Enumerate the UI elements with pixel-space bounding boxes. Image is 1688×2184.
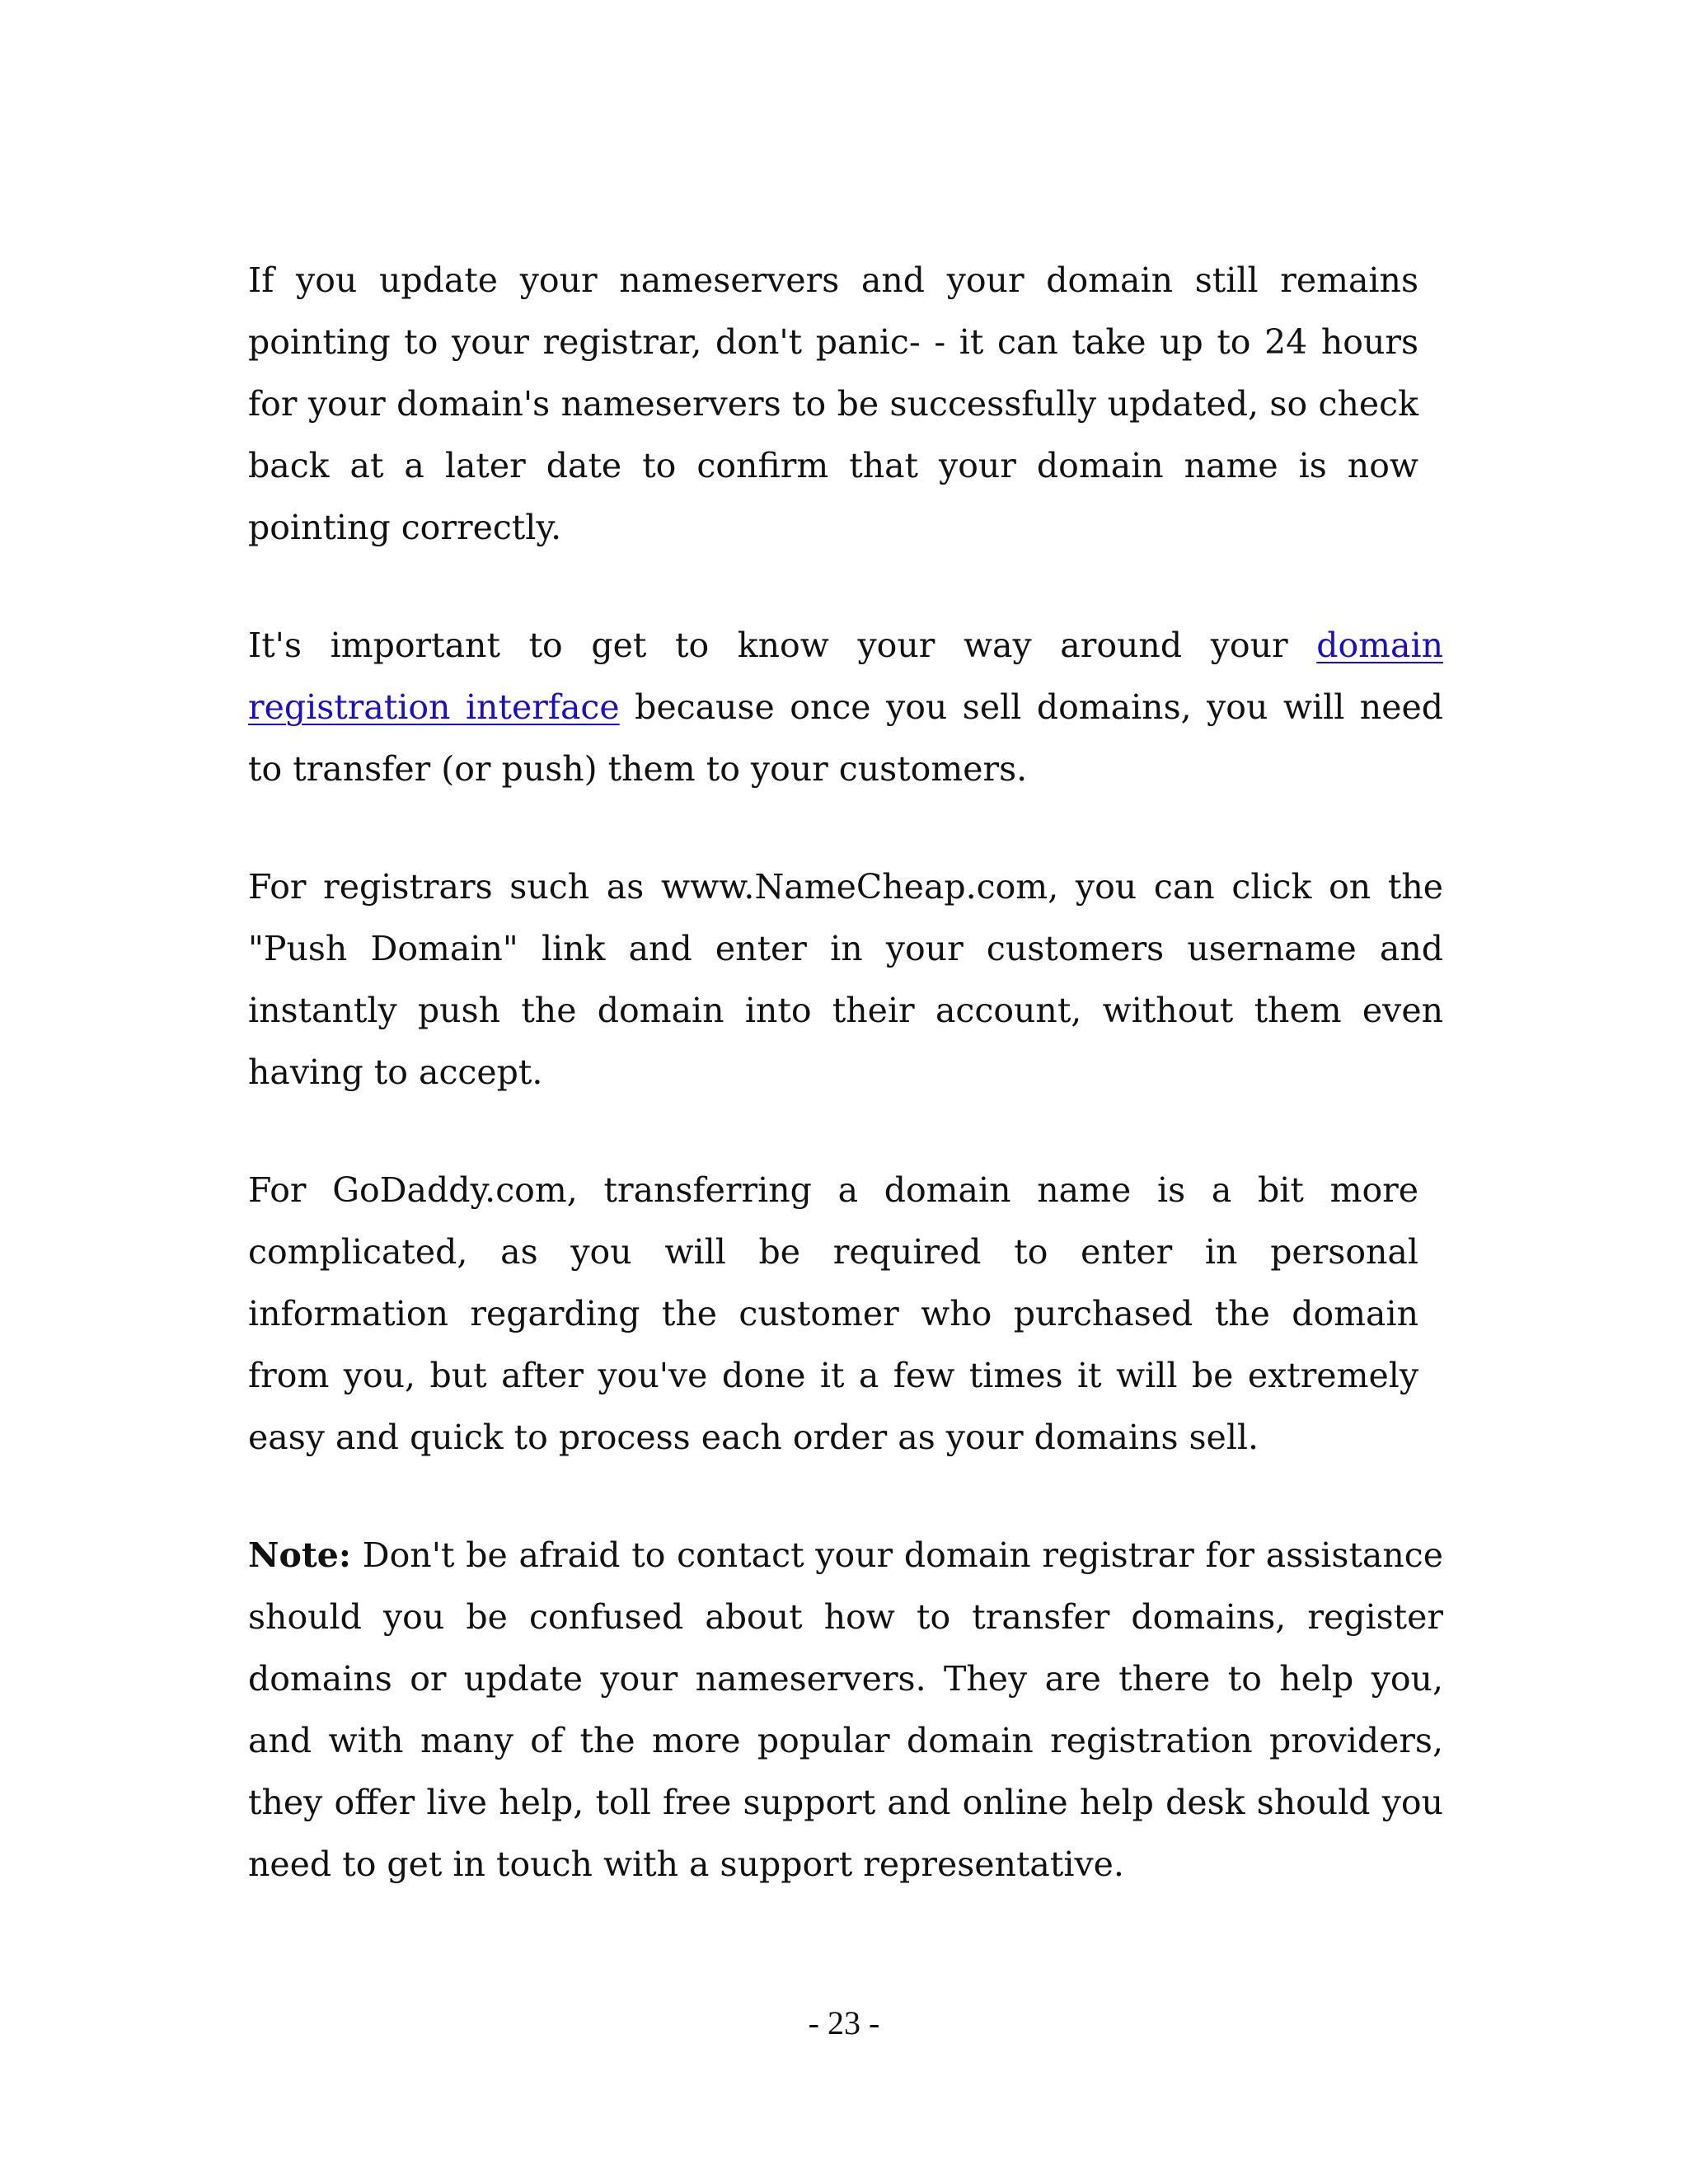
paragraph-registration-interface-tail: because once you sell domains, you will need to transfer (or push) them to your customers. [248, 687, 1443, 789]
paragraph-namecheap [248, 856, 1443, 1104]
paragraph-nameserver-update-text: If you update your nameservers and your domain still remains pointing to your registrar, don't panic- - it can take up to 24 hours for your domain's nameservers to be successfully updated, so check back at a later date to confirm that your domain name is now pointing correctly. [248, 260, 1418, 547]
paragraph-godaddy-text: For GoDaddy.com, transferring a domain name is a bit more complicated, as you will be required to enter in personal information regarding the customer who purchased the domain from you, but after you've done it a few times it will be extremely easy and quick to process each order as your domains sell. [248, 1170, 1418, 1457]
paragraph-registration-interface-lead: It's important to get to know your way around your [248, 626, 1317, 665]
paragraph-godaddy [248, 1160, 1418, 1469]
paragraph-namecheap-text: For registrars such as www.NameCheap.com, you can click on the "Push Domain" link and enter in your customers username and instantly push the domain into their account, without them even having to accept. [248, 867, 1443, 1092]
domain-registration-interface-link[interactable]: domain registration interface [248, 626, 1443, 727]
note-label: Note: [248, 1535, 351, 1575]
paragraph-nameserver-update [248, 250, 1418, 559]
page-number: - 23 - [808, 2004, 880, 2041]
paragraph-registration-interface [248, 615, 1443, 800]
paragraph-note [248, 1525, 1443, 1896]
page-body [248, 250, 1443, 1896]
note-text: Don't be afraid to contact your domain registrar for assistance should you be confused about how to transfer domains, register domains or update your nameservers. They are there to help you, and with many of the more popular domain registration providers, they offer live help, toll free support and online help desk should you need to get in touch with a support representative. [248, 1535, 1443, 1884]
